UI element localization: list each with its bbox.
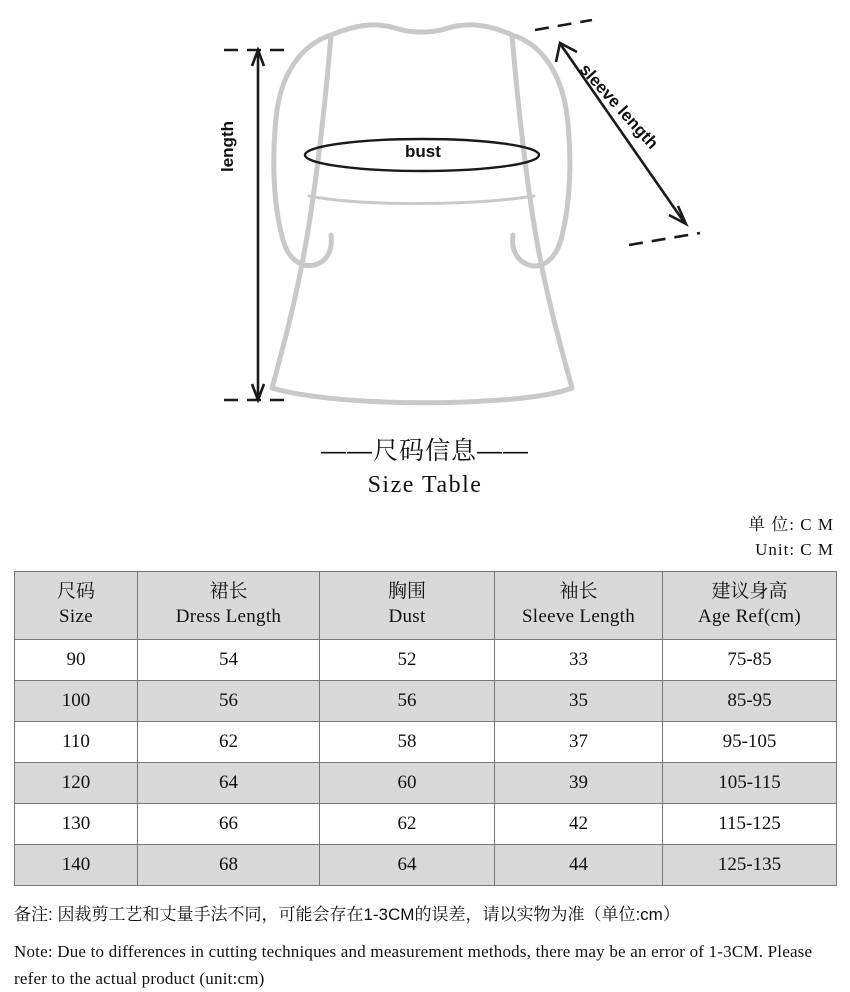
table-header [15, 571, 837, 639]
table-header-row [15, 571, 837, 639]
table-row [15, 803, 837, 844]
table-row [15, 762, 837, 803]
cell-age-ref: 105-115 [663, 762, 837, 803]
footnote-chinese: 备注: 因裁剪工艺和丈量手法不同，可能会存在1-3CM的误差，请以实物为准（单位:cm） [14, 904, 680, 924]
table-header-age-ref [663, 571, 837, 639]
footnote-english: Note: Due to differences in cutting techniques and measurement methods, there may be an error of 1-3CM. Please refer to the actual product (unit:cm) [14, 942, 813, 988]
cell-sleeve-length: 39 [495, 762, 663, 803]
size-table [14, 571, 837, 886]
sleeve-length-dimension [535, 20, 700, 245]
dress-diagram-svg [0, 0, 850, 425]
cell-size: 120 [15, 762, 138, 803]
cell-sleeve-length: 37 [495, 721, 663, 762]
cell-sleeve-length: 44 [495, 844, 663, 885]
cell-age-ref: 125-135 [663, 844, 837, 885]
cell-bust: 52 [320, 639, 495, 680]
header-cn: 袖长 [559, 580, 598, 602]
length-label: length [218, 121, 237, 172]
bust-label: bust [405, 142, 441, 161]
header-en: Sleeve Length [521, 606, 636, 628]
title-chinese: ——尺码信息—— [320, 437, 529, 465]
cell-size: 110 [15, 721, 138, 762]
cell-bust: 64 [320, 844, 495, 885]
cell-dress-length: 62 [138, 721, 320, 762]
header-cn: 胸围 [387, 580, 426, 602]
cell-sleeve-length: 33 [495, 639, 663, 680]
cell-sleeve-length: 35 [495, 680, 663, 721]
garment-illustration [0, 0, 850, 425]
header-cn: 尺码 [56, 580, 95, 602]
cell-age-ref: 85-95 [663, 680, 837, 721]
cell-size: 100 [15, 680, 138, 721]
cell-size: 140 [15, 844, 138, 885]
cell-size: 130 [15, 803, 138, 844]
cell-sleeve-length: 42 [495, 803, 663, 844]
header-en: Age Ref(cm) [697, 606, 801, 628]
cell-dress-length: 56 [138, 680, 320, 721]
sleeve-length-label: sleeve length [575, 60, 663, 153]
table-header-sleeve-length [495, 571, 663, 639]
unit-english: Unit: C M [755, 539, 834, 559]
cell-dress-length: 66 [138, 803, 320, 844]
unit-chinese: 单 位: C M [748, 515, 834, 535]
size-table-wrapper [0, 571, 850, 886]
dress-outline [272, 25, 572, 403]
cell-bust: 58 [320, 721, 495, 762]
table-header-dress-length [138, 571, 320, 639]
table-row [15, 844, 837, 885]
cell-bust: 56 [320, 680, 495, 721]
cell-bust: 62 [320, 803, 495, 844]
header-cn: 建议身高 [711, 580, 788, 602]
cell-size: 90 [15, 639, 138, 680]
cell-age-ref: 95-105 [663, 721, 837, 762]
table-row [15, 639, 837, 680]
header-cn: 裙长 [209, 580, 248, 602]
header-en: Size [59, 606, 93, 628]
cell-dress-length: 64 [138, 762, 320, 803]
header-en: Dust [388, 606, 426, 628]
cell-dress-length: 54 [138, 639, 320, 680]
table-body [15, 639, 837, 885]
cell-dress-length: 68 [138, 844, 320, 885]
table-header-bust [320, 571, 495, 639]
cell-age-ref: 75-85 [663, 639, 837, 680]
table-row [15, 680, 837, 721]
table-header-size [15, 571, 138, 639]
unit-note [0, 513, 850, 562]
cell-age-ref: 115-125 [663, 803, 837, 844]
title-english: Size Table [367, 471, 483, 498]
cell-bust: 60 [320, 762, 495, 803]
table-row [15, 721, 837, 762]
size-table-title [0, 437, 850, 499]
footnote [0, 902, 850, 992]
header-en: Dress Length [175, 606, 282, 628]
